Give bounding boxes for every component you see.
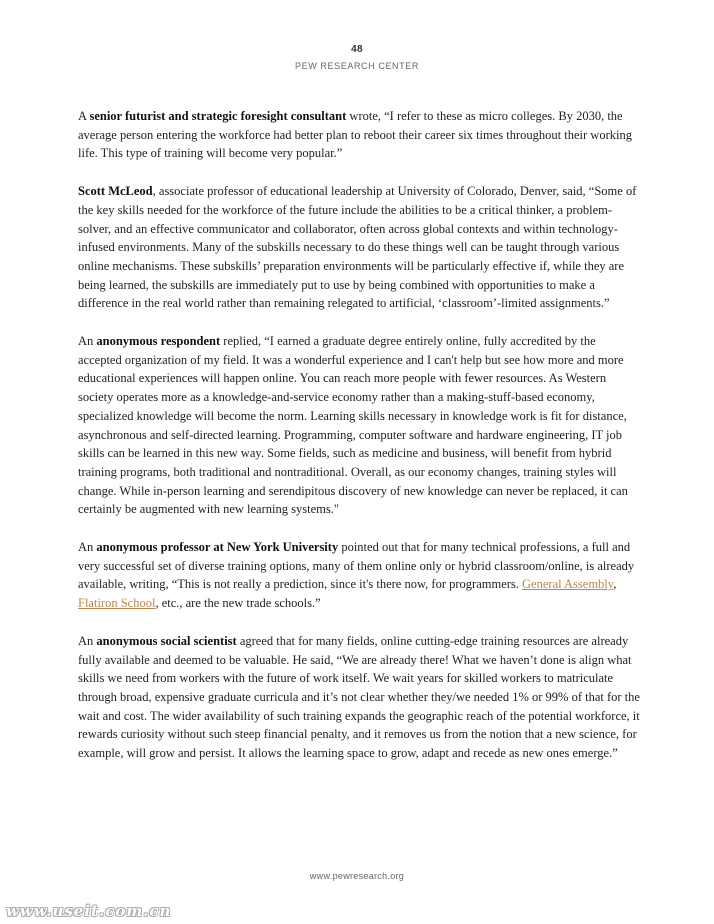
paragraph-text: pointed out that for many technical professions, a full and very successful set of diverse training options, many of them online only or hybrid classroom/online, is already available, writing, “This is not really a prediction, since it's there now, for programmers. [78,540,635,592]
paragraph-text: replied, “I earned a graduate degree entirely online, fully accredited by the accepted organization of my field. It was a wonderful experience and I can't help but see how more and more educational experiences will happen online. You can reach more people with fewer resources. As Western society operates more as a knowledge-and-service economy rather than a making-stuff-based economy, specialized knowledge will become the norm. Learning skills necessary in knowledge work is fit for distance, asynchronous and self-directed learning. Programming, computer software and hardware engineering, IT job skills can be learned in this new way. Some fields, such as medicine and business, will benefit from hybrid training programs, both traditional and nontraditional. Overall, as our economy changes, training styles will change. While in-person learning and serendipitous discovery of new knowledge can never be replaced, it can certainly be augmented with new learning systems." [78,334,628,517]
footer-url: www.pewresearch.org [309,871,405,881]
page-header [0,44,714,71]
paragraph-lead: An [78,540,97,555]
paragraph-anonymous-respondent [78,332,642,519]
paragraph-text: wrote, “I refer to these as micro colleges. By 2030, the average person entering the workforce had better plan to reboot their career six times throughout their working life. This type of training will become very popular.” [78,109,632,161]
paragraph-text-end: , etc., are the new trade schools.” [155,596,321,611]
respondent-name: Scott McLeod [78,184,153,199]
respondent-name: anonymous social scientist [96,633,237,648]
paragraph-lead: A [78,109,90,123]
paragraph-social-scientist [78,632,642,763]
flatiron-school-link[interactable]: Flatiron School [78,596,156,611]
general-assembly-link[interactable]: General Assembly [522,577,614,592]
paragraph-text: agreed that for many fields, online cutting-edge training resources are already fully available and deemed to be valuable. He said, “We are already there! What we haven’t done is align what skills we need from workers with the future of work itself. We wait years for skilled workers to matriculate through broad, expensive graduate curricula and it’s not clear whether they/we needed 1% or 99% of that for the wait and cost. The wider availability of such training expands the geographic reach of the potential workforce, it rewards curiosity without such steep financial penalty, and it removes us from the notion that a new science, for example, will grow and persist. It allows the learning space to grow, adapt and recede as new ones emerge.” [78,633,640,761]
paragraph-text: , associate professor of educational leadership at University of Colorado, Denver, said, “Some of the key skills needed for the workforce of the future include the abilities to be a critical thinker, a problem-solver, and an effective communicator and collaborator, often across global contexts and within technology-infused environments. Many of the subskills necessary to do these things well can be taught through various online mechanisms. These subskills’ preparation environments will be particularly effective if, while they are being learned, the subskills are immediately put to use by being combined with opportunities to make a difference in the real world rather than remaining relegated to artificial, ‘classroom’-limited assignments.” [78,184,637,311]
paragraph-mcleod [78,182,642,313]
organization-name: PEW RESEARCH CENTER [295,61,419,71]
watermark: www.useit.com.cn [6,902,172,920]
document-body [78,107,642,782]
link-separator: , [613,577,617,592]
respondent-name: anonymous respondent [96,334,221,349]
paragraph-lead: An [78,633,97,648]
paragraph-lead: An [78,334,97,349]
respondent-name: anonymous professor at New York University [96,540,339,555]
respondent-name: senior futurist and strategic foresight consultant [89,109,347,123]
paragraph-futurist [78,107,642,163]
page-number: 48 [351,44,363,55]
paragraph-nyu-professor [78,538,642,613]
